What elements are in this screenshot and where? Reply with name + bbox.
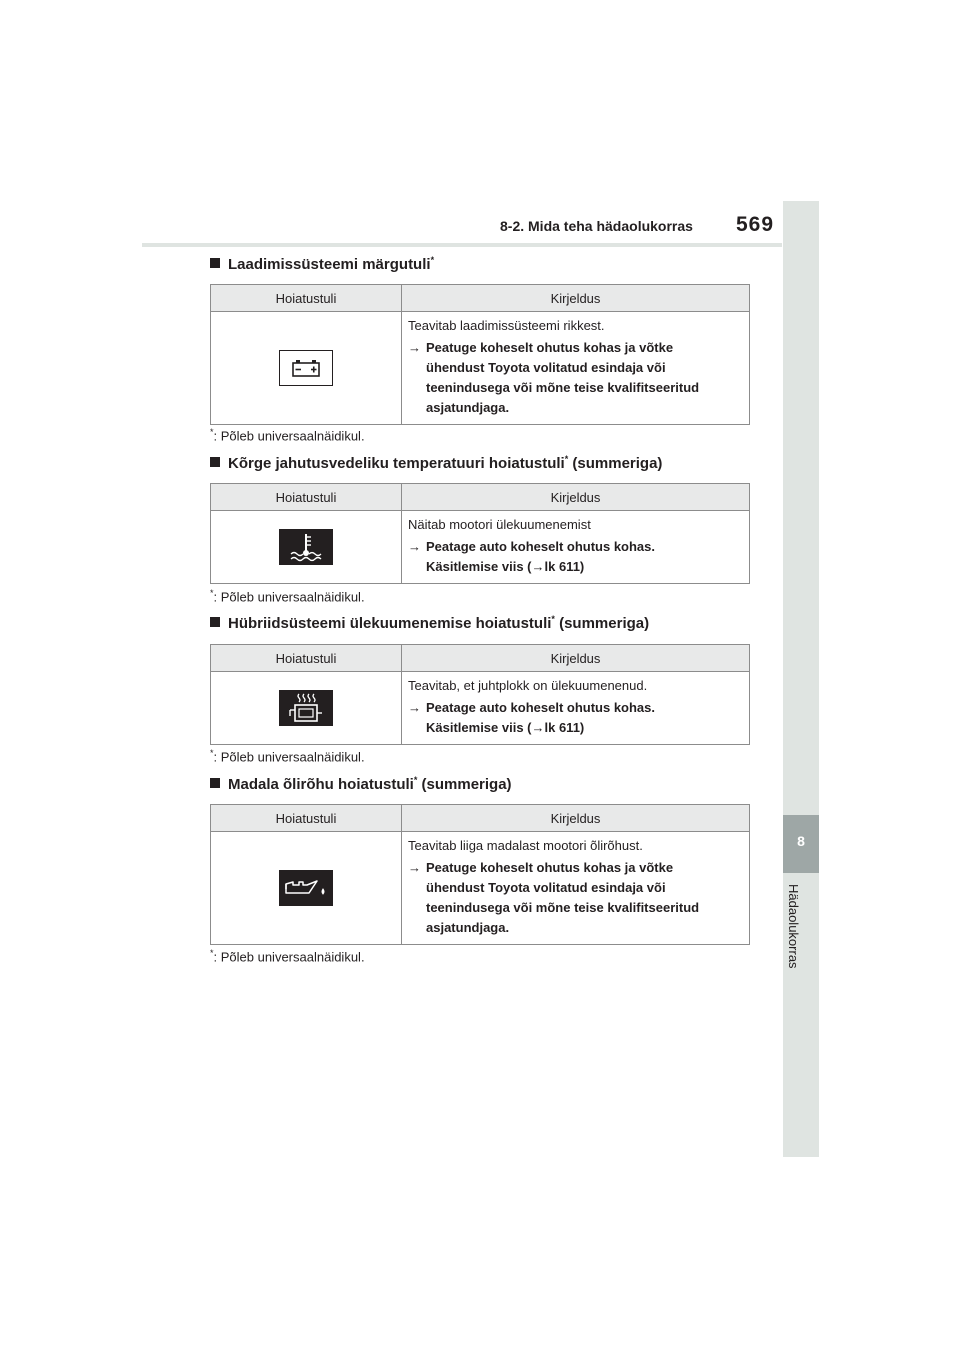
header-divider [142, 243, 782, 247]
arrow-icon: → [408, 700, 421, 715]
chapter-number: 8 [797, 833, 805, 849]
warning-table-coolant [210, 483, 750, 584]
footnote: *: Põleb universaalnäidikul. [210, 427, 365, 444]
chapter-label: Hädaolukorras [786, 884, 801, 969]
square-bullet-icon [210, 258, 220, 268]
arrow-icon: → [408, 860, 421, 875]
action-text: → Peatage auto koheselt ohutus kohas. Käsitlemise viis (→lk 611) [408, 700, 655, 735]
column-header-light: Hoiatustuli [211, 484, 402, 511]
square-bullet-icon [210, 778, 220, 788]
warning-table-charging [210, 284, 750, 425]
page-number: 569 [736, 213, 775, 236]
section-heading-oil-pressure: Madala õlirõhu hoiatustuli* (summeriga) [210, 775, 512, 793]
footnote: *: Põleb universaalnäidikul. [210, 948, 365, 965]
oil-pressure-icon [279, 870, 333, 906]
description-text: Teavitab, et juhtplokk on ülekuumenenud. [408, 678, 648, 693]
hybrid-system-overheat-icon [279, 690, 333, 726]
column-header-description: Kirjeldus [402, 285, 750, 312]
battery-icon [279, 350, 333, 386]
column-header-description: Kirjeldus [402, 645, 750, 672]
warning-table-oil-pressure [210, 804, 750, 945]
action-text: → Peatuge koheselt ohutus kohas ja võtke ühendust Toyota volitatud esindaja või teenindusega või mõne teise kvalifitseeritud asjatundjaga. [408, 860, 700, 935]
square-bullet-icon [210, 617, 220, 627]
section-header-title: 8-2. Mida teha hädaolukorras [500, 218, 693, 234]
section-heading-charging: Laadimissüsteemi märgutuli* [210, 255, 434, 273]
description-text: Näitab mootori ülekuumenemist [408, 517, 591, 532]
section-heading-coolant: Kõrge jahutusvedeliku temperatuuri hoiatustuli* (summeriga) [210, 454, 662, 472]
action-text: → Peatuge koheselt ohutus kohas ja võtke ühendust Toyota volitatud esindaja või teenindusega või mõne teise kvalifitseeritud asjatundjaga. [408, 340, 700, 415]
footnote: *: Põleb universaalnäidikul. [210, 748, 365, 765]
description-text: Teavitab liiga madalast mootori õlirõhust. [408, 838, 643, 853]
column-header-light: Hoiatustuli [211, 805, 402, 832]
chapter-side-tab [783, 201, 819, 1157]
section-heading-hybrid-overheat: Hübriidsüsteemi ülekuumenemise hoiatustuli* (summeriga) [210, 614, 649, 632]
column-header-light: Hoiatustuli [211, 285, 402, 312]
arrow-icon: → [408, 340, 421, 355]
action-text: → Peatage auto koheselt ohutus kohas. Käsitlemise viis (→lk 611) [408, 539, 655, 574]
arrow-icon: → [408, 539, 421, 554]
coolant-temperature-icon [279, 529, 333, 565]
footnote: *: Põleb universaalnäidikul. [210, 588, 365, 605]
column-header-description: Kirjeldus [402, 484, 750, 511]
column-header-description: Kirjeldus [402, 805, 750, 832]
description-text: Teavitab laadimissüsteemi rikkest. [408, 318, 605, 333]
square-bullet-icon [210, 457, 220, 467]
warning-table-hybrid-overheat [210, 644, 750, 745]
column-header-light: Hoiatustuli [211, 645, 402, 672]
